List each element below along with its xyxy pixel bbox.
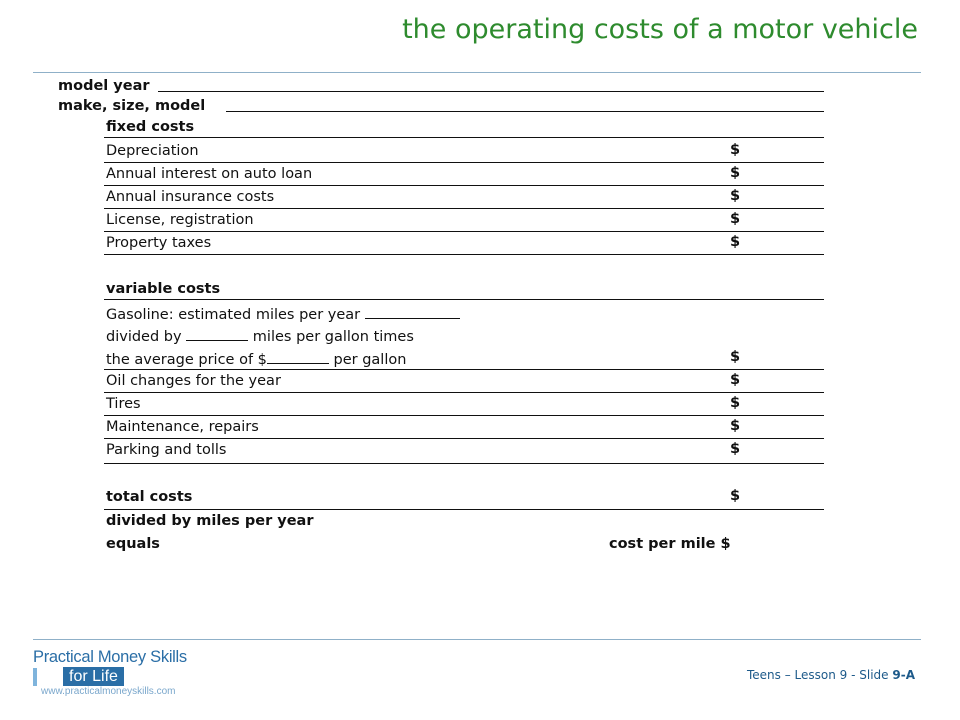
divider (104, 137, 824, 138)
dollar-sign: $ (730, 211, 741, 227)
gasoline-miles-text: Gasoline: estimated miles per year (106, 307, 361, 323)
mpg-times-text: miles per gallon times (252, 329, 414, 345)
cost-per-mile-label: cost per mile $ (609, 536, 731, 552)
variable-cost-oil: Oil changes for the year (106, 373, 281, 389)
miles-per-year-blank[interactable] (365, 304, 460, 319)
divided-by-text: divided by (106, 329, 182, 345)
gasoline-line-1 (106, 304, 460, 324)
divider (104, 231, 824, 232)
logo-title: Practical Money Skills (33, 648, 187, 666)
model-year-label: model year (58, 78, 150, 94)
fixed-costs-heading: fixed costs (106, 119, 195, 135)
dollar-sign: $ (730, 488, 741, 504)
page-title: the operating costs of a motor vehicle (402, 14, 918, 45)
dollar-sign: $ (730, 234, 741, 250)
divided-by-miles-label: divided by miles per year (106, 513, 314, 529)
model-year-field[interactable] (158, 91, 824, 92)
divider (104, 509, 824, 510)
make-size-model-label: make, size, model (58, 98, 206, 114)
miles-per-gallon-blank[interactable] (186, 326, 248, 341)
gasoline-line-3 (106, 349, 406, 369)
variable-cost-tires: Tires (106, 396, 141, 412)
divider (104, 438, 824, 439)
total-costs-label: total costs (106, 489, 193, 505)
slide-reference (747, 668, 915, 682)
logo-accent-bar (33, 668, 37, 686)
variable-costs-heading: variable costs (106, 281, 221, 297)
divider (104, 208, 824, 209)
variable-cost-maintenance: Maintenance, repairs (106, 419, 259, 435)
gasoline-line-2 (106, 326, 414, 346)
divider (104, 369, 824, 370)
divider (104, 185, 824, 186)
dollar-sign: $ (730, 372, 741, 388)
divider (104, 415, 824, 416)
dollar-sign: $ (730, 418, 741, 434)
practical-money-skills-logo (33, 648, 203, 698)
divider (104, 162, 824, 163)
fixed-cost-property-taxes: Property taxes (106, 235, 212, 251)
dollar-sign: $ (730, 165, 741, 181)
dollar-sign: $ (730, 441, 741, 457)
logo-subtitle: for Life (63, 667, 124, 686)
slide-prefix: Teens – Lesson 9 - Slide (747, 668, 889, 682)
equals-label: equals (106, 536, 160, 552)
fixed-cost-license: License, registration (106, 212, 254, 228)
dollar-sign: $ (730, 188, 741, 204)
fixed-cost-insurance: Annual insurance costs (106, 189, 275, 205)
divider (104, 463, 824, 464)
fixed-cost-depreciation: Depreciation (106, 143, 199, 159)
price-per-gallon-blank[interactable] (267, 349, 329, 364)
make-size-model-field[interactable] (226, 111, 824, 112)
bottom-divider (33, 639, 921, 640)
divider (104, 254, 824, 255)
slide-id: 9-A (892, 668, 915, 682)
per-gallon-text: per gallon (333, 352, 407, 368)
top-divider (33, 72, 921, 73)
average-price-text: the average price of $ (106, 352, 267, 368)
variable-cost-parking: Parking and tolls (106, 442, 227, 458)
dollar-sign: $ (730, 142, 741, 158)
divider (104, 392, 824, 393)
dollar-sign: $ (730, 395, 741, 411)
fixed-cost-loan-interest: Annual interest on auto loan (106, 166, 313, 182)
logo-url: www.practicalmoneyskills.com (41, 686, 176, 697)
divider (104, 299, 824, 300)
dollar-sign: $ (730, 349, 741, 365)
